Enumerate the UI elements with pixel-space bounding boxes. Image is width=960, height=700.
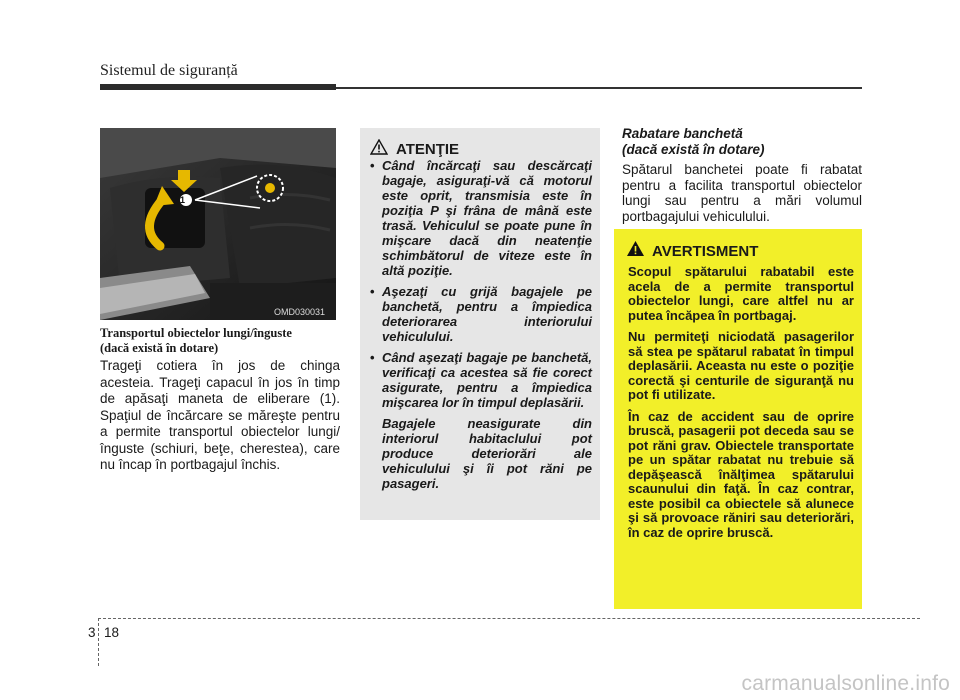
- caution-item: [370, 350, 592, 410]
- section-number: 3: [88, 625, 96, 640]
- bullet: •: [370, 284, 375, 299]
- warning-triangle-icon: [626, 240, 645, 262]
- header-title: Sistemul de siguranță: [100, 62, 238, 79]
- bullet: •: [370, 158, 375, 173]
- seat-illustration: [100, 128, 336, 320]
- site-watermark: carmanualsonline.info: [741, 672, 950, 695]
- caution-item-text: Când aşezaţi bagaje pe banchetă, verificaţi ca acestea să fie corect asigurate, pentru a împiedica mişcarea lor în timpul deplasării.: [382, 350, 592, 410]
- warning-body: [628, 265, 854, 547]
- header-rule-accent: [100, 84, 336, 90]
- caution-title: ATENŢIE: [396, 140, 460, 158]
- instructions-paragraph: Trageţi cotiera în jos de chinga acesteia. Trageţi capacul în jos în timp de apăsaţi maneta de eliberare (1). Spaţiul de încărcare se măreşte pentru a permite transportul obiectelor lungi/înguste (schiuri, beţe, cherestea), care nu încap în portbagajul închis.: [100, 358, 340, 472]
- caution-item: [370, 284, 592, 344]
- bullet: •: [370, 350, 375, 365]
- section-title: [622, 126, 862, 158]
- caution-list: [370, 158, 592, 491]
- callout-number: 1: [180, 195, 186, 205]
- caption-subtitle: (dacă există în dotare): [100, 341, 219, 355]
- warning-title: AVERTISMENT: [652, 242, 759, 260]
- warning-paragraph: Nu permiteţi niciodată pasagerilor să stea pe spătarul rabatat în timpul deplasării. Aceasta nu este o poziţie corectă şi centurile de siguranţă nu pot fi utilizate.: [628, 329, 854, 402]
- caption-title: Transportul obiectelor lungi/înguste: [100, 326, 292, 340]
- warning-paragraph: În caz de accident sau de oprire bruscă, pasagerii pot deceda sau se pot răni grav. Obiectele transportate pe un spătar rabatat nu trebuie să depăşească înălţimea spătarului scaunului din faţă. În caz contrar, este posibil ca obiectele să alunece şi să provoace răniri sau deteriorări, în caz de oprire bruscă.: [628, 408, 854, 540]
- caution-item-text: Aşezaţi cu grijă bagajele pe banchetă, pentru a împiedica deteriorarea interiorului vehiculului.: [382, 284, 592, 344]
- caution-triangle-icon: [370, 139, 388, 160]
- warning-box: [614, 229, 862, 609]
- caution-item: [370, 158, 592, 278]
- page-number: 18: [104, 625, 120, 640]
- footer-rule: [98, 618, 920, 619]
- warning-paragraph: Scopul spătarului rabatabil este acela de a permite transportul obiectelor lungi, care altfel nu ar putea încăpea în portbagaj.: [628, 264, 854, 323]
- folding-paragraph: Spătarul banchetei poate fi rabatat pentru a facilita transportul obiectelor lungi sau pentru a mări volumul portbagajului vehiculului.: [622, 162, 862, 224]
- footer-divider: [98, 618, 99, 666]
- caution-box: [360, 128, 600, 520]
- figure-code: OMD030031: [274, 307, 326, 317]
- section-title-main: Rabatare banchetă: [622, 126, 743, 141]
- caution-item-text: Când încărcaţi sau descărcaţi bagaje, asiguraţi-vă că motorul este oprit, transmisia este în poziţia P şi frâna de mână este trasă. Vehiculul se poate pune în mişcare dacă din neatenţie schimbătorul de viteze este în altă poziţie.: [382, 158, 592, 278]
- section-title-sub: (dacă există în dotare): [622, 142, 765, 157]
- figure-caption: [100, 326, 340, 356]
- seat-photo: [100, 128, 336, 320]
- warning-header: [626, 239, 758, 263]
- caution-note: Bagajele neasigurate din interiorul habitaclului pot produce deteriorări ale vehiculului şi îi pot răni pe pasageri.: [382, 416, 592, 491]
